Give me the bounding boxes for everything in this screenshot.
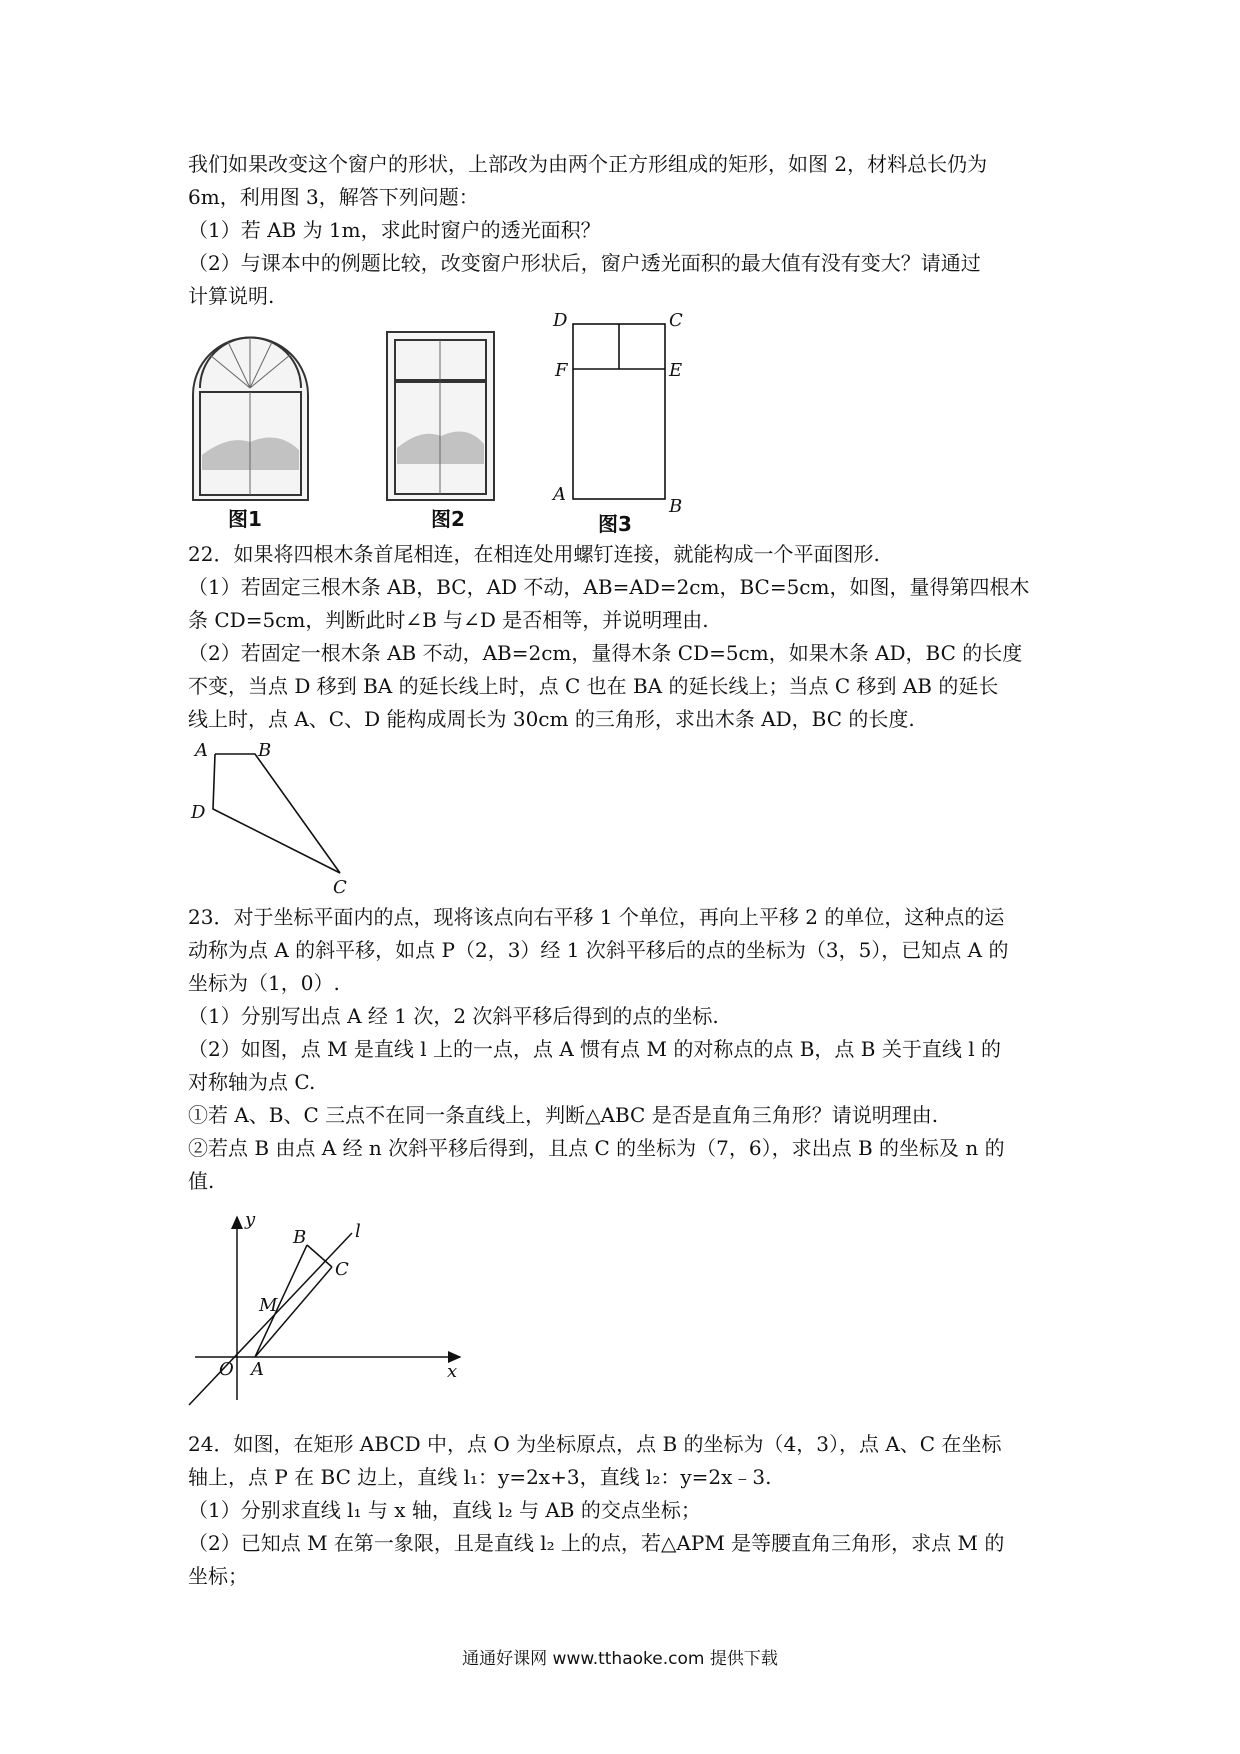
p22-line-3: 条 CD=5cm，判断此时∠B 与∠D 是否相等，并说明理由.: [188, 608, 709, 632]
figure-2-rect-window: [383, 330, 498, 502]
figure-2-caption: 图2: [431, 507, 465, 531]
p22-line-5: 不变，当点 D 移到 BA 的延长线上时，点 C 也在 BA 的延长线上；当点 C 移到 AB 的延长: [188, 674, 999, 698]
p23-line-8: ②若点 B 由点 A 经 n 次斜平移后得到，且点 C 的坐标为（7，6），求出点 B 的坐标及 n 的: [188, 1136, 1005, 1160]
point-label-b: B: [669, 496, 683, 517]
segment-bc: [307, 1245, 332, 1267]
point-label-c: C: [335, 1259, 349, 1280]
point-label-e: E: [669, 360, 683, 381]
p22-line-1: 22．如果将四根木条首尾相连，在相连处用螺钉连接，就能构成一个平面图形.: [188, 542, 880, 566]
point-label-f: F: [555, 360, 568, 381]
intro-question-2b: 计算说明.: [188, 284, 275, 308]
p24-line-4: （2）已知点 M 在第一象限，且是直线 l₂ 上的点，若△APM 是等腰直角三角形，求点 M 的: [188, 1531, 1005, 1555]
p23-line-7: ①若 A、B、C 三点不在同一条直线上，判断△ABC 是否是直角三角形？请说明理由.: [188, 1103, 939, 1127]
point-label-a: A: [195, 740, 208, 761]
p23-line-3: 坐标为（1，0）.: [188, 971, 340, 995]
p24-line-3: （1）分别求直线 l₁ 与 x 轴，直线 l₂ 与 AB 的交点坐标；: [188, 1498, 701, 1522]
point-label-o: O: [219, 1359, 234, 1380]
p23-line-2: 动称为点 A 的斜平移，如点 P（2，3）经 1 次斜平移后的点的坐标为（3，5），已知点 A 的: [188, 938, 1009, 962]
line-label-l: l: [355, 1221, 361, 1242]
point-label-a: A: [251, 1359, 264, 1380]
p24-line-5: 坐标；: [188, 1564, 248, 1588]
intro-question-2a: （2）与课本中的例题比较，改变窗户形状后，窗户透光面积的最大值有没有变大？请通过: [188, 251, 981, 275]
point-label-c: C: [333, 877, 347, 898]
p22-line-2: （1）若固定三根木条 AB，BC，AD 不动，AB=AD=2cm，BC=5cm，如图，量得第四根木: [188, 575, 1030, 599]
figure-3-diagram: [545, 310, 685, 517]
p24-line-2: 轴上，点 P 在 BC 边上，直线 l₁：y=2x+3，直线 l₂：y=2x﹣3.: [188, 1465, 772, 1489]
axis-label-y: y: [245, 1209, 256, 1230]
intro-line-1: 我们如果改变这个窗户的形状，上部改为由两个正方形组成的矩形，如图 2，材料总长仍为: [188, 152, 988, 176]
p22-line-4: （2）若固定一根木条 AB 不动，AB=2cm，量得木条 CD=5cm，如果木条 AD，BC 的长度: [188, 641, 1023, 665]
p22-line-6: 线上时，点 A、C、D 能构成周长为 30cm 的三角形，求出木条 AD，BC 的长度.: [188, 707, 915, 731]
point-label-m: M: [259, 1295, 278, 1316]
intro-question-1: （1）若 AB 为 1m，求此时窗户的透光面积？: [188, 218, 601, 242]
figure-1-arched-window: [188, 330, 313, 505]
point-label-c: C: [669, 310, 683, 331]
figure-1-caption: 图1: [228, 507, 262, 531]
p23-line-9: 值.: [188, 1169, 215, 1193]
figure-quadrilateral: [185, 738, 355, 898]
quadrilateral-abcd: [213, 754, 340, 873]
line-l: [189, 1233, 352, 1405]
point-label-b: B: [258, 740, 272, 761]
p23-line-4: （1）分别写出点 A 经 1 次，2 次斜平移后得到的点的坐标.: [188, 1004, 719, 1028]
point-label-d: D: [191, 802, 206, 823]
p23-line-5: （2）如图，点 M 是直线 l 上的一点，点 A 惯有点 M 的对称点的点 B，点 B 关于直线 l 的: [188, 1037, 1001, 1061]
point-label-d: D: [553, 310, 568, 331]
figure-coordinate-plane: [185, 1205, 475, 1405]
point-label-b: B: [293, 1227, 307, 1248]
footer-source: 通通好课网 www.tthaoke.com 提供下载: [462, 1649, 778, 1669]
axis-label-x: x: [447, 1361, 458, 1382]
p23-line-1: 23．对于坐标平面内的点，现将该点向右平移 1 个单位，再向上平移 2 的单位，这种点的运: [188, 905, 1005, 929]
p24-line-1: 24．如图，在矩形 ABCD 中，点 O 为坐标原点，点 B 的坐标为（4，3），点 A、C 在坐标: [188, 1432, 1002, 1456]
point-label-a: A: [553, 484, 566, 505]
intro-line-2: 6m，利用图 3，解答下列问题：: [188, 185, 479, 209]
figure-3-caption: 图3: [598, 512, 632, 536]
p23-line-6: 对称轴为点 C.: [188, 1070, 316, 1094]
